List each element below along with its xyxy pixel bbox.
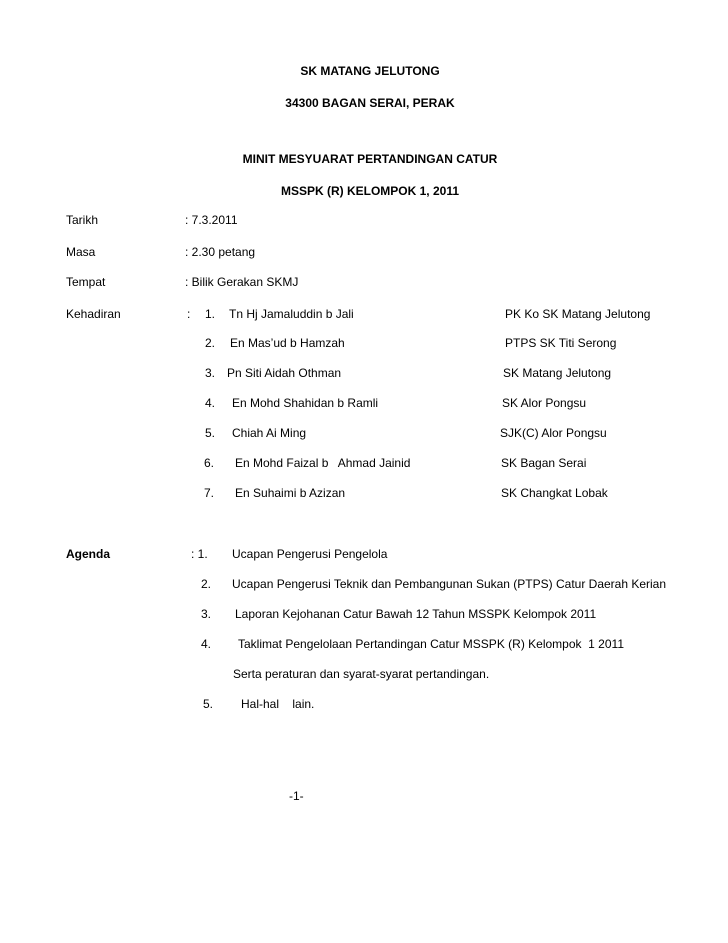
kehadiran-label: Kehadiran [66,307,121,321]
agenda-text: Taklimat Pengelolaan Pertandingan Catur MSSPK (R) Kelompok 1 2011 [238,637,624,651]
attendee-name: Pn Siti Aidah Othman [227,366,342,380]
agenda-number: : 1. [191,547,208,561]
masa-value: : 2.30 petang [185,245,256,259]
agenda-text: Laporan Kejohanan Catur Bawah 12 Tahun MSSPK Kelompok 2011 [235,607,597,621]
attendee-name: Tn Hj Jamaluddin b Jali [229,307,354,321]
attendee-number: 6. [204,456,215,470]
attendee-number: 5. [205,426,216,440]
attendee-number: 4. [205,396,216,410]
attendee-org: SJK(C) Alor Pongsu [500,426,607,440]
school-name: SK MATANG JELUTONG [300,64,440,78]
agenda-number: 5. [203,697,214,711]
school-address: 34300 BAGAN SERAI, PERAK [285,96,455,110]
agenda-text: Hal-hal lain. [241,697,315,711]
agenda-number: 4. [201,637,212,651]
attendee-name: En Mas’ud b Hamzah [230,336,345,350]
attendee-org: SK Bagan Serai [501,456,587,470]
document-subtitle: MSSPK (R) KELOMPOK 1, 2011 [280,184,460,198]
attendee-name: En Suhaimi b Azizan [235,486,346,500]
attendee-number: 1. [205,307,216,321]
attendee-org: SK Changkat Lobak [501,486,608,500]
agenda-text: Serta peraturan dan syarat-syarat pertandingan. [233,667,490,681]
tempat-label: Tempat [66,275,106,289]
attendee-org: SK Matang Jelutong [503,366,612,380]
tarikh-value: : 7.3.2011 [185,213,238,227]
agenda-number: 3. [201,607,212,621]
tempat-value: : Bilik Gerakan SKMJ [185,275,299,289]
kehadiran-colon: : [187,307,191,321]
attendee-name: En Mohd Shahidan b Ramli [232,396,379,410]
attendee-number: 2. [205,336,216,350]
attendee-org: PK Ko SK Matang Jelutong [505,307,651,321]
agenda-label: Agenda [66,547,111,561]
masa-label: Masa [66,245,96,259]
agenda-text: Ucapan Pengerusi Pengelola [232,547,388,561]
document-title: MINIT MESYUARAT PERTANDINGAN CATUR [242,152,498,166]
attendee-number: 3. [205,366,216,380]
agenda-number: 2. [201,577,212,591]
attendee-number: 7. [204,486,215,500]
page-number: -1- [289,789,304,803]
tarikh-label: Tarikh [66,213,99,227]
attendee-org: SK Alor Pongsu [502,396,587,410]
attendee-name: En Mohd Faizal b Ahmad Jainid [235,456,411,470]
attendee-org: PTPS SK Titi Serong [505,336,617,350]
agenda-text: Ucapan Pengerusi Teknik dan Pembangunan Sukan (PTPS) Catur Daerah Kerian [232,577,667,591]
attendee-name: Chiah Ai Ming [232,426,307,440]
